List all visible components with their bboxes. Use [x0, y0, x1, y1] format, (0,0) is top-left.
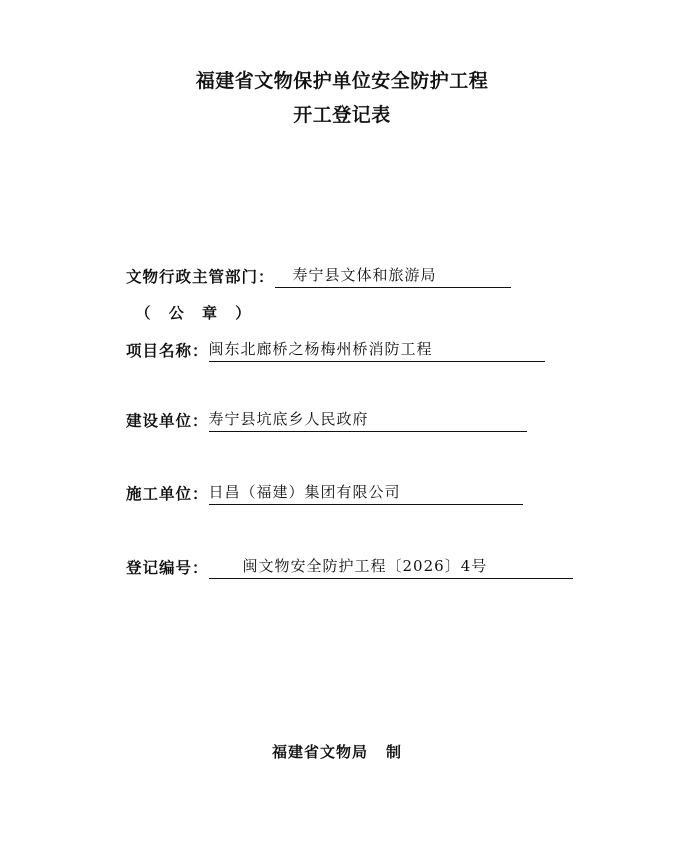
seal-close-paren: ）	[235, 304, 251, 322]
issuer-suffix: 制	[386, 743, 403, 761]
seal-char-2: 章	[201, 304, 217, 322]
contractor-row	[126, 479, 523, 505]
project-row	[126, 336, 545, 362]
registration-row	[126, 553, 573, 579]
form-subtitle: 开工登记表	[293, 104, 391, 126]
seal-open-paren: （	[135, 304, 151, 322]
builder-label: 建设单位：	[126, 411, 209, 430]
seal-char-1: 公	[168, 304, 184, 322]
authority-label: 文物行政主管部门：	[126, 267, 275, 286]
authority-row	[126, 262, 511, 288]
issuer-footer	[272, 741, 402, 762]
issuer-name: 福建省文物局	[272, 743, 369, 761]
project-value: 闽东北廊桥之杨梅州桥消防工程	[209, 338, 545, 362]
contractor-value: 日昌（福建）集团有限公司	[209, 481, 523, 505]
project-label: 项目名称：	[126, 341, 209, 360]
form-title: 福建省文物保护单位安全防护工程	[195, 70, 489, 92]
registration-label: 登记编号：	[126, 558, 209, 577]
builder-value: 寿宁县坑底乡人民政府	[209, 408, 527, 432]
authority-value: 寿宁县文体和旅游局	[275, 264, 511, 288]
official-seal-note	[132, 302, 254, 323]
contractor-label: 施工单位：	[126, 484, 209, 503]
registration-value: 闽文物安全防护工程〔2026〕4号	[209, 555, 573, 579]
builder-row	[126, 406, 527, 432]
